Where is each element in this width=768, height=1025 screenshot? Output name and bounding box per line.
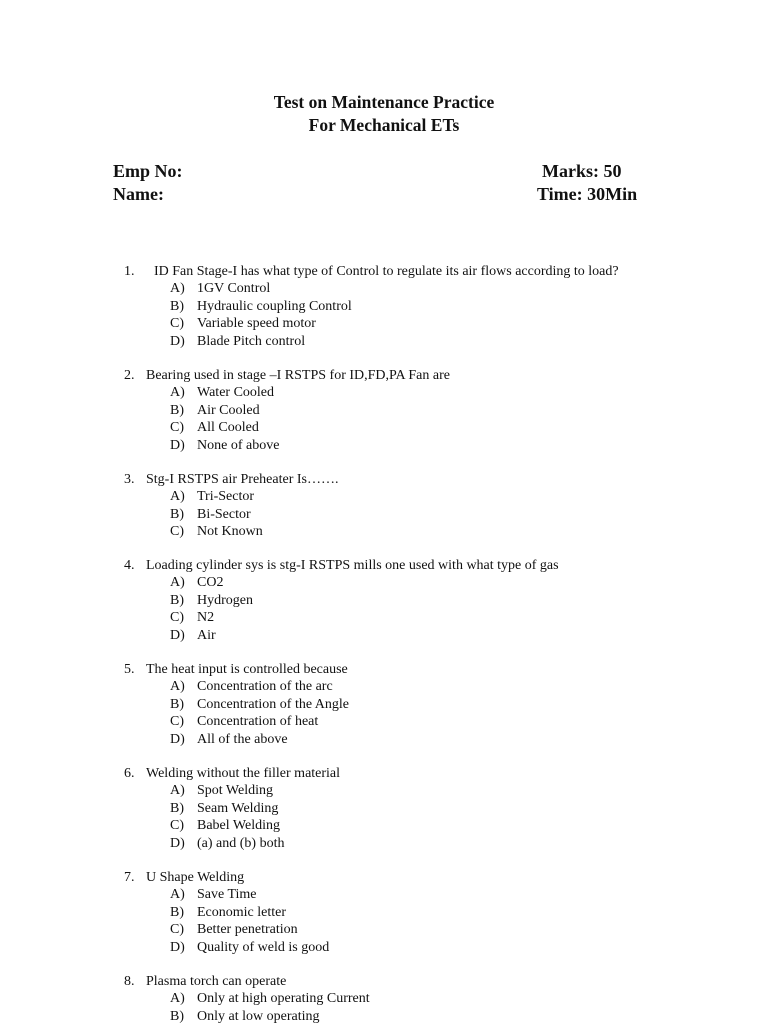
option-letter: A) bbox=[170, 575, 185, 591]
option-text: All of the above bbox=[197, 731, 288, 747]
option-letter: A) bbox=[170, 281, 185, 297]
option-letter: B) bbox=[170, 402, 184, 418]
option-text: Not Known bbox=[197, 524, 263, 540]
option-letter: B) bbox=[170, 506, 184, 522]
option-letter: D) bbox=[170, 835, 185, 851]
option-text: CO2 bbox=[197, 575, 224, 591]
question-number: 3. bbox=[124, 472, 135, 487]
question-text: Loading cylinder sys is stg-I RSTPS mills one used with what type of gas bbox=[146, 558, 559, 573]
option-text: N2 bbox=[197, 610, 215, 626]
option-letter: B) bbox=[170, 904, 184, 920]
option-text: Variable speed motor bbox=[197, 316, 316, 332]
option-letter: B) bbox=[170, 592, 184, 608]
option-letter: C) bbox=[170, 610, 184, 626]
question-text: U Shape Welding bbox=[146, 870, 245, 885]
option-letter: D) bbox=[170, 731, 185, 747]
question-number: 8. bbox=[124, 974, 135, 989]
option-text: Concentration of the arc bbox=[197, 679, 333, 695]
option-letter: A) bbox=[170, 783, 185, 799]
option-letter: A) bbox=[170, 991, 185, 1007]
time-label: Time: 30Min bbox=[537, 184, 638, 204]
option-letter: D) bbox=[170, 627, 185, 643]
question-number: 6. bbox=[124, 766, 135, 781]
option-letter: B) bbox=[170, 1008, 184, 1024]
option-text: All Cooled bbox=[197, 420, 259, 436]
question-number: 2. bbox=[124, 368, 135, 383]
marks-label: Marks: 50 bbox=[542, 161, 622, 181]
question-text: Bearing used in stage –I RSTPS for ID,FD,PA Fan are bbox=[146, 368, 450, 383]
option-letter: B) bbox=[170, 298, 184, 314]
option-text: Spot Welding bbox=[197, 783, 274, 799]
option-letter: D) bbox=[170, 939, 185, 955]
option-text: Save Time bbox=[197, 887, 257, 903]
option-text: Babel Welding bbox=[197, 818, 280, 834]
question-text: The heat input is controlled because bbox=[146, 662, 348, 677]
option-letter: D) bbox=[170, 333, 185, 349]
option-text: Only at low operating bbox=[197, 1008, 320, 1024]
option-text: Tri-Sector bbox=[197, 489, 255, 505]
question-text: Welding without the filler material bbox=[146, 766, 341, 781]
option-text: 1GV Control bbox=[197, 281, 271, 297]
option-text: Only at high operating Current bbox=[197, 991, 370, 1007]
option-text: Bi-Sector bbox=[197, 506, 251, 522]
option-letter: A) bbox=[170, 887, 185, 903]
option-text: Hydrogen bbox=[197, 592, 253, 608]
option-text: Economic letter bbox=[197, 904, 287, 920]
option-text: Water Cooled bbox=[197, 385, 275, 401]
option-text: Seam Welding bbox=[197, 800, 279, 816]
test-title-line-2: For Mechanical ETs bbox=[308, 115, 460, 135]
option-letter: C) bbox=[170, 818, 184, 834]
emp-no-label: Emp No: bbox=[113, 161, 183, 181]
option-letter: A) bbox=[170, 679, 185, 695]
option-letter: C) bbox=[170, 420, 184, 436]
option-letter: B) bbox=[170, 800, 184, 816]
option-letter: A) bbox=[170, 489, 185, 505]
question-number: 7. bbox=[124, 870, 135, 885]
test-title-line-1: Test on Maintenance Practice bbox=[273, 92, 495, 112]
option-text: None of above bbox=[197, 437, 280, 453]
option-text: Better penetration bbox=[197, 922, 298, 938]
option-letter: A) bbox=[170, 385, 185, 401]
option-text: Air Cooled bbox=[197, 402, 260, 418]
option-text: Air bbox=[197, 627, 216, 643]
question-text: ID Fan Stage-I has what type of Control to regulate its air flows according to load? bbox=[154, 264, 619, 279]
question-number: 5. bbox=[124, 662, 135, 677]
option-text: Blade Pitch control bbox=[197, 333, 306, 349]
question-number: 1. bbox=[124, 264, 135, 279]
question-text: Plasma torch can operate bbox=[146, 974, 287, 989]
option-letter: C) bbox=[170, 316, 184, 332]
option-letter: C) bbox=[170, 922, 184, 938]
option-letter: C) bbox=[170, 714, 184, 730]
question-text: Stg-I RSTPS air Preheater Is……. bbox=[146, 472, 339, 487]
option-text: (a) and (b) both bbox=[197, 835, 285, 851]
option-text: Hydraulic coupling Control bbox=[197, 298, 352, 314]
option-text: Quality of weld is good bbox=[197, 939, 330, 955]
option-text: Concentration of heat bbox=[197, 714, 319, 730]
option-letter: D) bbox=[170, 437, 185, 453]
name-label: Name: bbox=[113, 184, 164, 204]
option-letter: B) bbox=[170, 696, 184, 712]
option-text: Concentration of the Angle bbox=[197, 696, 350, 712]
option-letter: C) bbox=[170, 524, 184, 540]
question-number: 4. bbox=[124, 558, 135, 573]
